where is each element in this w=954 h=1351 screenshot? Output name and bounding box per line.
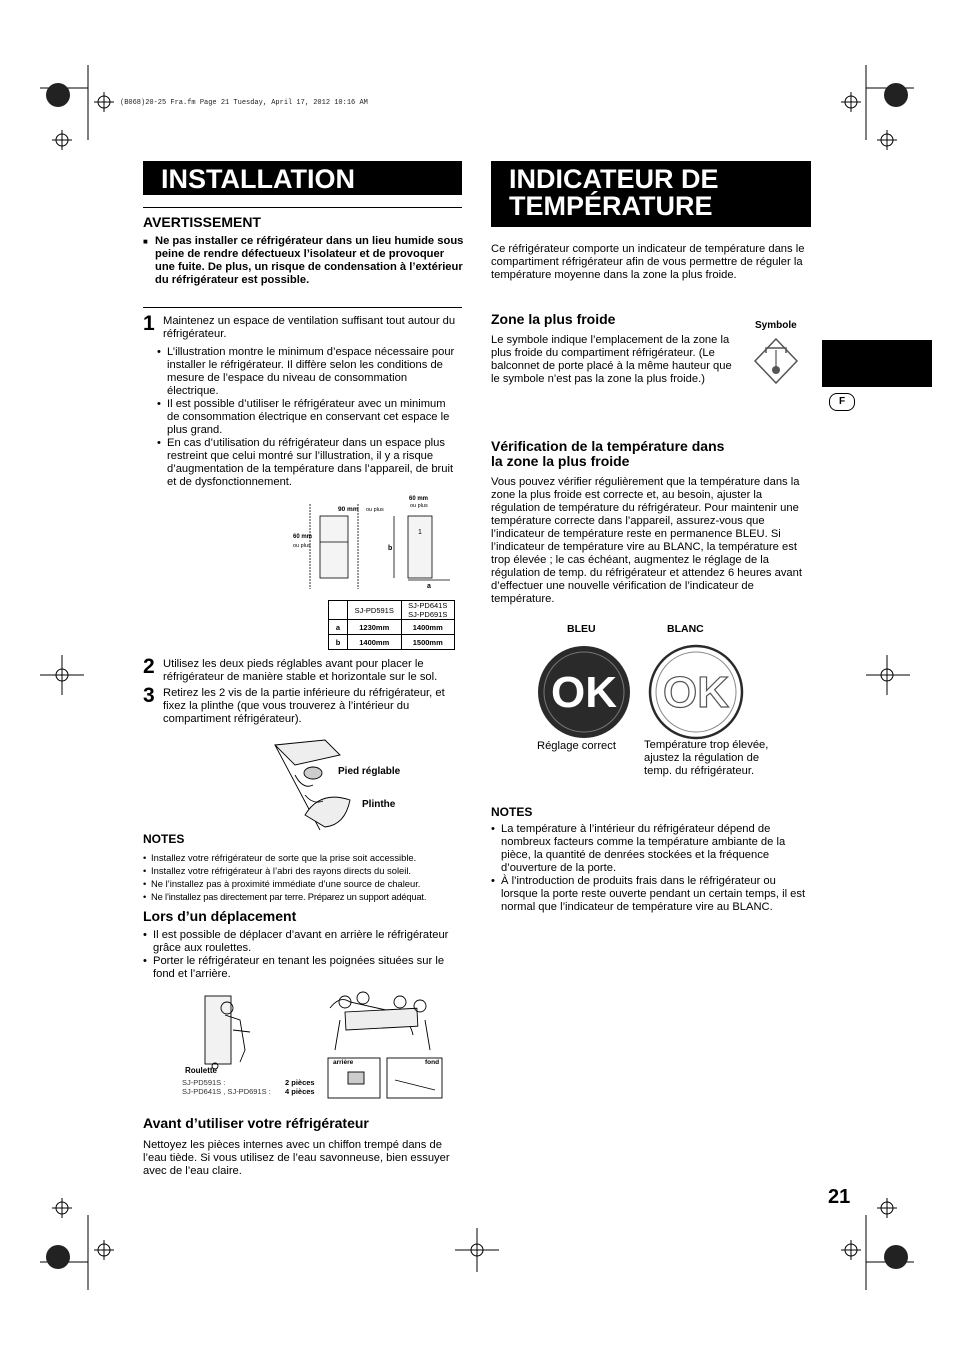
table-cell: b [329,635,348,650]
wheel-label: Roulette [185,1066,217,1075]
list-item: • En cas d’utilisation du réfrigérateur dans un espace plus restreint que celui montré sur l’illustration, il y a risque d’augmentation de la température dans l’appareil, de bruit et de dysfonctionnement. [157,437,461,489]
list-item: • Il est possible de déplacer d’avant en arrière le réfrigérateur grâce aux roulettes. [143,929,461,955]
model2-label: SJ-PD641S , SJ-PD691S : [182,1087,271,1096]
moving-bullets [143,929,461,981]
coldest-zone-text: Le symbole indique l’emplacement de la zone la plus froide du compartiment réfrigérateur. (Le balconnet de porte placé à la même hauteur que le symbole n’est pas la zone la plus froide.) [491,334,732,385]
white-label: BLANC [667,623,704,635]
list-item: • La température à l’intérieur du réfrigérateur dépend de nombreux facteurs comme la température ambiante de la pièce, la quantité de denrées stockées et la fréquence d’ouverture de la porte. [491,823,809,875]
model1-count: 2 pièces [285,1078,315,1087]
bottom-label: fond [425,1059,440,1066]
list-item: • L’illustration montre le minimum d’espace nécessaire pour installer le réfrigérateur. Il diffère selon les conditions de mesure de l’espace du niveau de consommation électrique. [157,346,461,398]
dim-b-label: b [388,545,393,552]
indicator-ok-text: OK [551,668,617,717]
symbol-label: Symbole [755,320,797,331]
coldest-zone-title: Zone la plus froide [491,311,616,327]
side-gap-suffix: ou plus [293,543,311,549]
step-number: 1 [143,312,155,335]
divider [143,307,462,308]
clearance-diagram [290,494,462,594]
white-caption: Température trop élevée, ajustez la régulation de temp. du réfrigérateur. [644,739,769,777]
page-number: 21 [828,1186,851,1208]
table-cell: SJ-PD591S [348,601,402,620]
coldest-zone-symbol-icon [752,336,800,386]
temperature-title-line: INDICATEUR DE [509,164,719,194]
language-badge: F [829,393,855,411]
moving-title: Lors d’un déplacement [143,908,297,924]
rear-label: arrière [333,1059,354,1066]
foot-plinth-illustration [265,735,365,840]
blue-label: BLEU [567,623,596,635]
plinth-label: Plinthe [362,799,396,810]
check-title-line: la zone la plus froide [491,453,630,469]
step-text: Maintenez un espace de ventilation suffisant tout autour du réfrigérateur. [163,315,456,340]
table-row [329,620,455,635]
top-gap-label: 90 mm [338,506,359,513]
list-item: • Installez votre réfrigérateur à l’abri des rayons directs du soleil. [143,864,465,877]
dimension-table [328,600,455,650]
list-item: • Porter le réfrigérateur en tenant les poignées situées sur le fond et l’arrière. [143,955,461,981]
temperature-title-line: TEMPÉRATURE [509,191,713,221]
installation-title: INSTALLATION [143,161,462,195]
top-gap-suffix: ou plus [366,507,384,513]
model1-label: SJ-PD591S : [182,1078,226,1087]
adjustable-foot-label: Pied réglable [338,766,401,777]
side-gap-label: 60 mm [293,534,313,540]
step1-bullets [157,346,461,489]
table-row [329,601,455,620]
warning-text: ■ Ne pas installer ce réfrigérateur dans un lieu humide sous peine de rendre défectueux l’isolateur et de provoquer une fuite. De plus, un risque de condensation à l’extérieur du réfrigérateur est possible. [143,235,465,287]
door-marker: 1 [418,529,422,536]
right-gap-label: 60 mm [409,496,429,502]
notes-title: NOTES [491,805,533,819]
step-text: Utilisez les deux pieds réglables avant pour placer le réfrigérateur de manière stable et horizontale sur le sol. [163,658,438,683]
before-use-text: Nettoyez les pièces internes avec un chiffon trempé dans de l’eau tiède. Si vous utilisez de l’eau savonneuse, bien essuyer avec de l’eau claire. [143,1139,450,1177]
step-text: Retirez les 2 vis de la partie inférieure du réfrigérateur, et fixez la plinthe (que vous trouverez à l’intérieur du compartiment réfrigérateur). [163,687,445,725]
table-cell: 1400mm [401,620,455,635]
check-text: Vous pouvez vérifier régulièrement que la température dans la zone la plus froide est correcte et, au besoin, ajuster la régulation de température du réfrigérateur. Pour maintenir une température correcte dans l’appareil, assurez-vous que l’indicateur de température reste en permanence BLEU. Si l’indicateur de température vire au BLANC, la température est trop élevée ; le cas échéant, augmentez le réglage de la régulation de temp. du réfrigérateur et attendez 6 heures avant d’effectuer une nouvelle vérification de l’indicateur de température. [491,476,802,605]
step-number: 2 [143,655,155,678]
check-title [491,439,724,469]
indicator-ok-text: OK [663,668,729,717]
table-cell: 1230mm [348,620,402,635]
model2-count: 4 pièces [285,1087,315,1096]
before-use-title: Avant d’utiliser votre réfrigérateur [143,1115,369,1131]
white-indicator-icon [648,644,744,740]
file-stamp: (B068)20-25 Fra.fm Page 21 Tuesday, April 17, 2012 10:16 AM [120,99,368,107]
list-item: • Ne l’installez pas directement par terre. Préparez un support adéquat. [143,890,465,903]
list-item: • Installez votre réfrigérateur de sorte que la prise soit accessible. [143,851,465,864]
warning-title: AVERTISSEMENT [143,214,261,230]
notes-list [491,823,809,914]
list-item: • Ne l’installez pas à proximité immédiate d’une source de chaleur. [143,877,465,890]
step-number: 3 [143,684,155,707]
notes-title: NOTES [143,832,185,846]
table-row [329,635,455,650]
dim-a-label: a [427,583,431,590]
temperature-intro: Ce réfrigérateur comporte un indicateur de température dans le compartiment réfrigérateur afin de vous permettre de réguler la température moyenne dans la zone la plus froide. [491,243,805,281]
check-title-line: Vérification de la température dans [491,438,725,454]
table-cell [329,601,348,620]
temperature-title [491,161,811,227]
divider [143,207,462,208]
language-side-tab [822,340,932,387]
right-gap-suffix: ou plus [410,503,428,509]
blue-caption: Réglage correct [537,740,616,752]
list-item: • À l’introduction de produits frais dans le réfrigérateur ou lorsque la porte reste ouverte pendant un certain temps, il est normal que l’indicateur de température vire au BLANC. [491,875,809,914]
list-item: • Il est possible d’utiliser le réfrigérateur avec un minimum de consommation électrique en conservant cet espace le plus grand. [157,398,461,437]
table-cell: a [329,620,348,635]
table-cell: 1500mm [401,635,455,650]
table-cell: SJ-PD641S SJ-PD691S [401,601,455,620]
table-cell: 1400mm [348,635,402,650]
blue-indicator-icon [536,644,632,740]
notes-list [143,851,465,903]
